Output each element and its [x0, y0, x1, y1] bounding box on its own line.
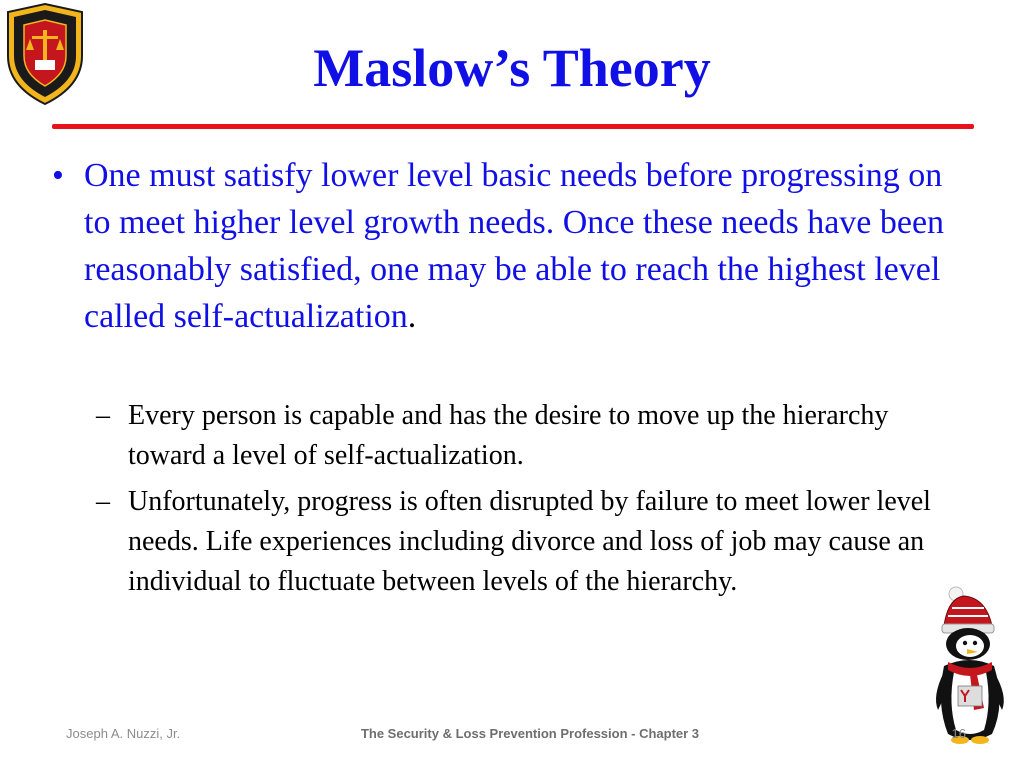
slide-title: Maslow’s Theory [313, 38, 711, 98]
sub-bullet-marker: – [96, 400, 110, 431]
sub-bullet-marker: – [96, 486, 110, 517]
main-bullet-period: . [407, 298, 417, 335]
sub-bullet-item [96, 482, 966, 602]
criminal-justice-shield-icon [4, 2, 86, 106]
title-divider [52, 124, 974, 129]
sub-bullet-text: Unfortunately, progress is often disrupted by failure to meet lower level needs. Life experiences including divorce and loss of job may cause an individual to fluctuate between levels of the hierarchy. [128, 486, 931, 597]
bullet-marker: • [52, 157, 64, 194]
footer-author: Joseph A. Nuzzi, Jr. [66, 726, 181, 741]
main-bullet [52, 152, 972, 340]
penguin-mascot-icon [930, 586, 1010, 746]
footer-page-number: 16 [951, 726, 966, 741]
sub-bullet-text: Every person is capable and has the desire to move up the hierarchy toward a level of self-actualization. [128, 400, 889, 471]
footer-course: The Security & Loss Prevention Profession - Chapter 3 [360, 726, 700, 741]
main-bullet-body: One must satisfy lower level basic needs before progressing on to meet higher level growth needs. Once these needs have been reasonably satisfied, one may be able to reach the highest level called self-actualization [84, 157, 945, 335]
sub-bullet-item [96, 396, 966, 476]
main-bullet-text [84, 152, 972, 340]
sub-bullet-list [96, 396, 966, 608]
